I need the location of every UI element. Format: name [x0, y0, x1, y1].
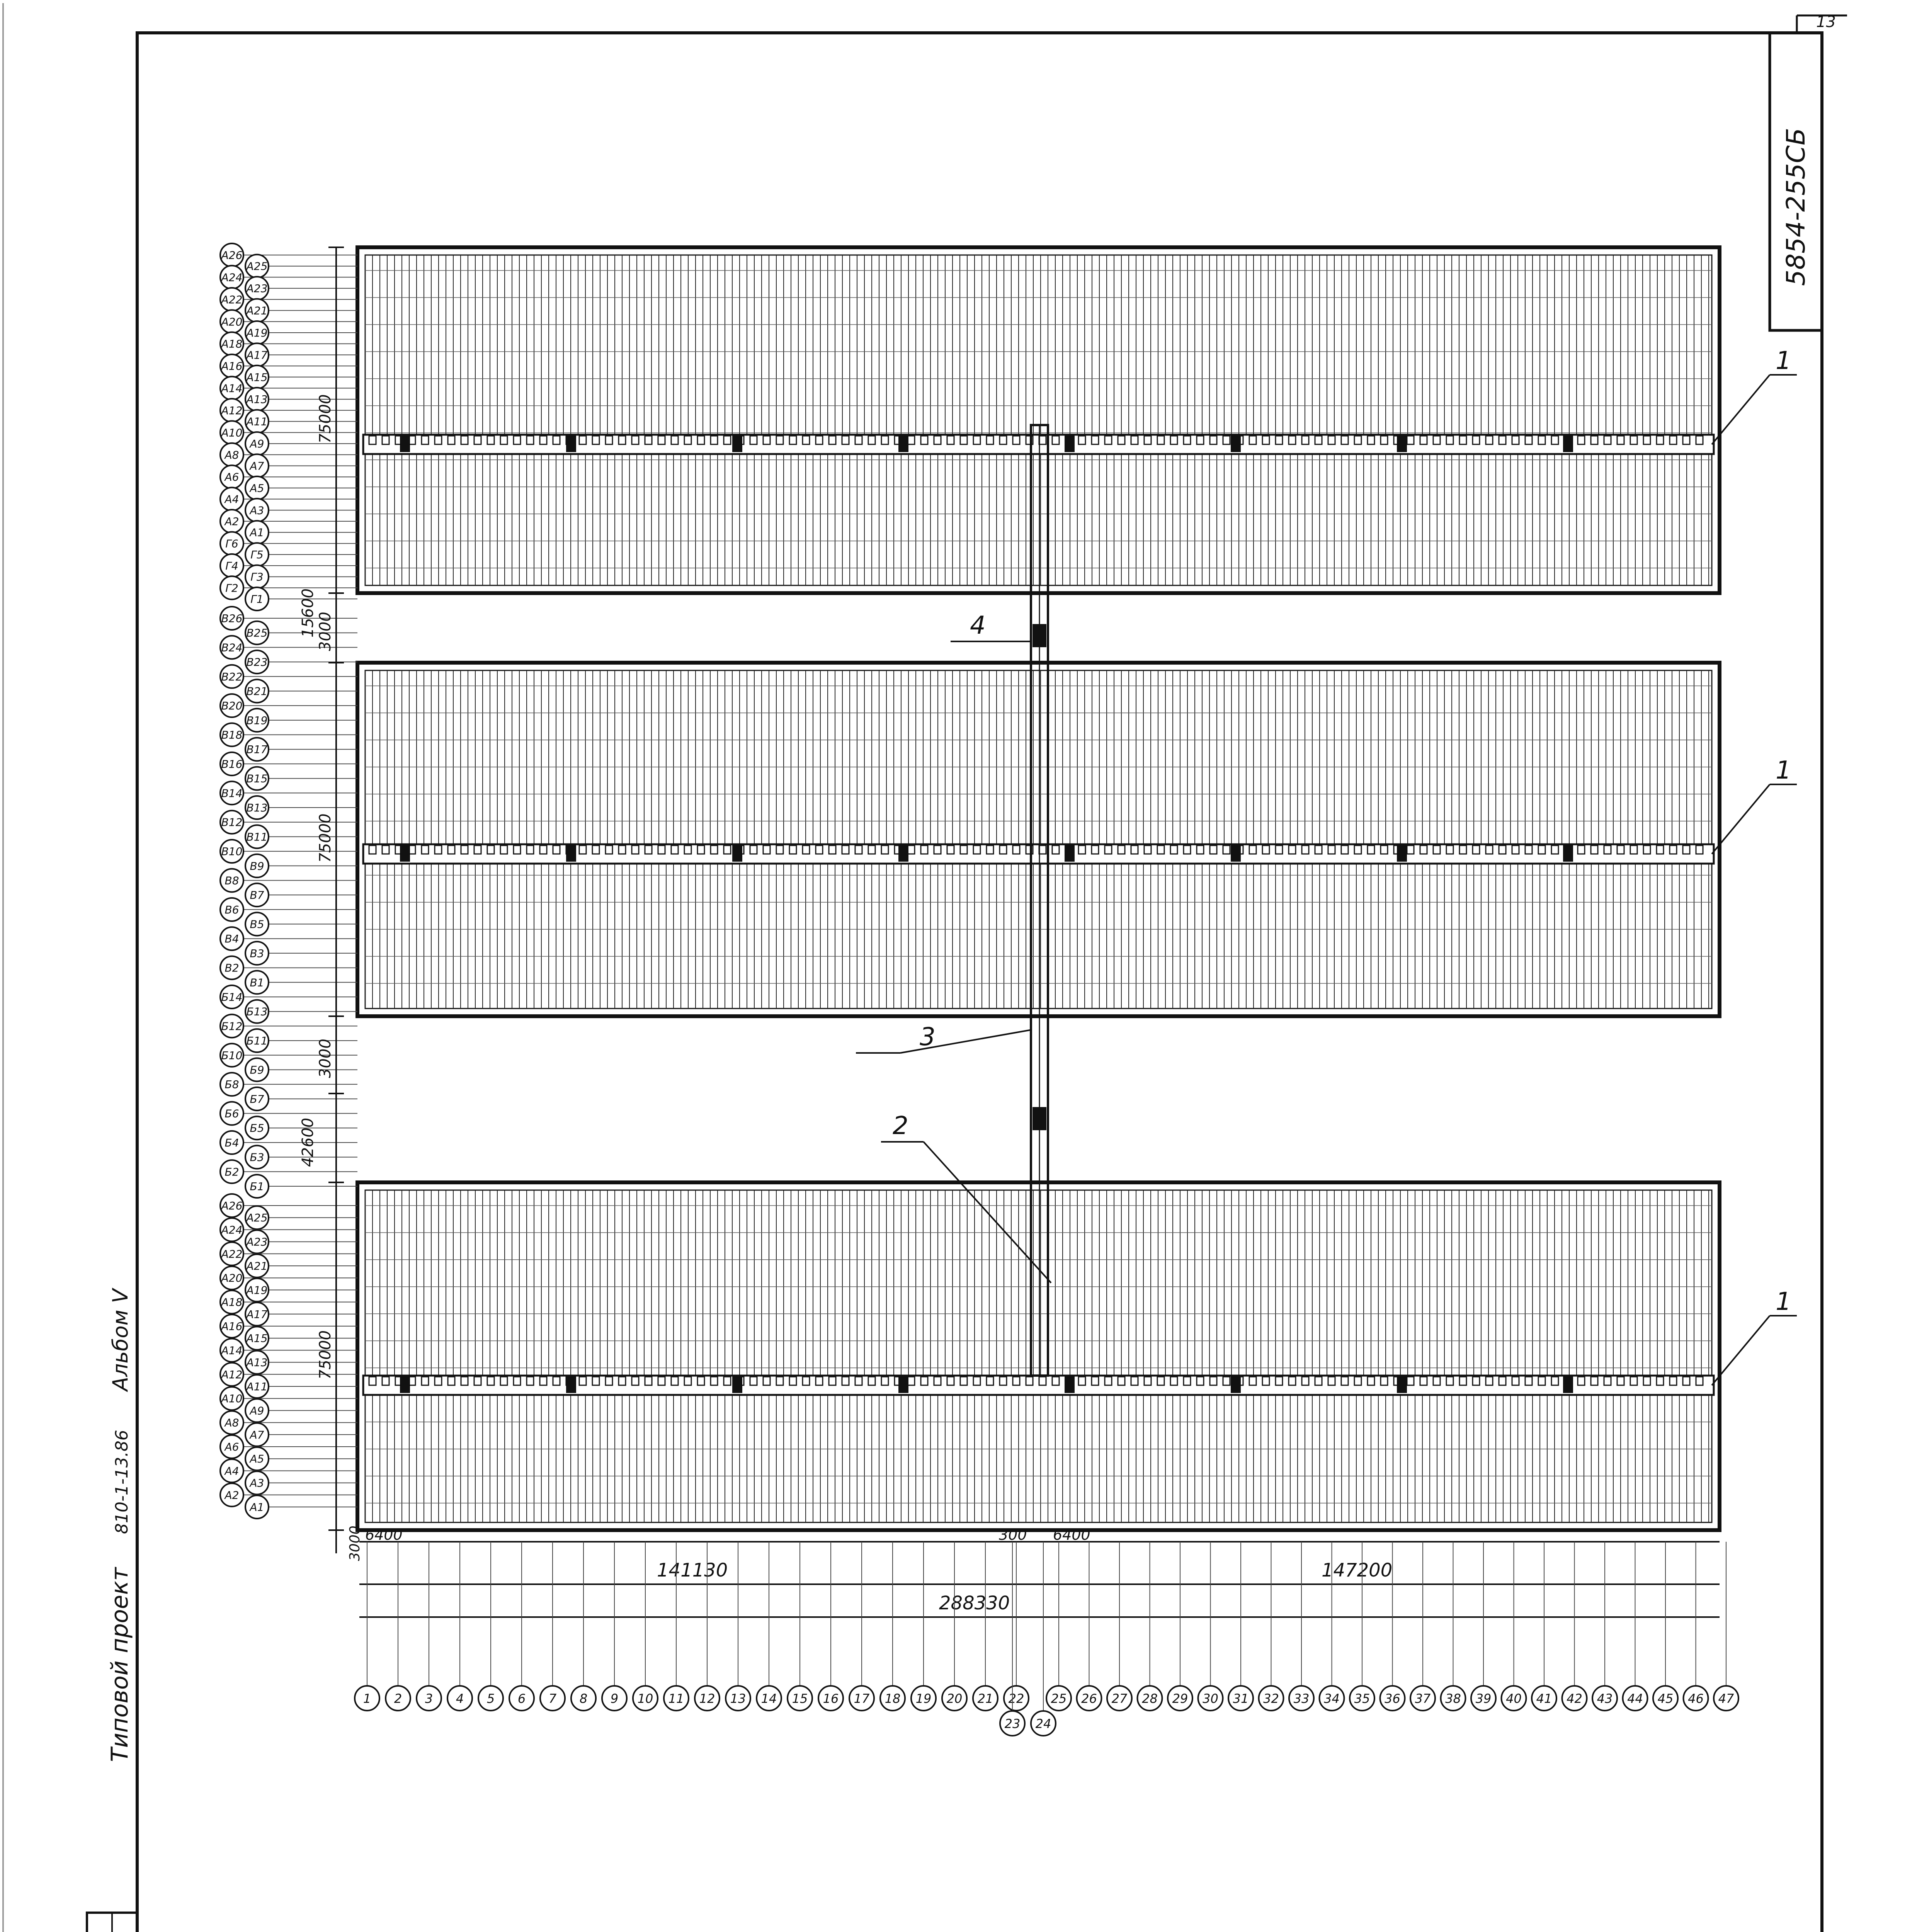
section-marker-label: А7 — [250, 1428, 264, 1441]
section-marker-label: А13 — [246, 1356, 268, 1369]
section-marker-label: Б5 — [250, 1122, 264, 1135]
section-marker-label: А8 — [225, 1416, 239, 1429]
axis-label: 45 — [1657, 1691, 1674, 1706]
section-marker-label: Б6 — [225, 1107, 239, 1120]
code-vertical: 5854-255СБ — [1781, 128, 1811, 286]
project-label: Типовой проект — [106, 1567, 133, 1762]
section-marker-label: В17 — [246, 743, 268, 756]
bay-grid — [365, 670, 1709, 1009]
series-label: 810-1-13.86 — [112, 1430, 132, 1534]
axis-label: 30 — [1203, 1691, 1218, 1706]
axis-label: 42 — [1567, 1691, 1582, 1706]
section-marker-label: А21 — [246, 1260, 268, 1272]
section-marker-label: А17 — [246, 349, 268, 362]
callout-1: 1 — [1776, 756, 1791, 785]
section-marker-label: А2 — [225, 515, 239, 528]
greenhouse-block-top — [357, 247, 1797, 593]
section-marker-label: А4 — [225, 1464, 239, 1478]
row-grid — [365, 686, 1712, 983]
section-marker-label: В26 — [221, 612, 243, 625]
axis-label: 32 — [1263, 1691, 1279, 1706]
dim-block-bottom: 75000 — [316, 1330, 334, 1379]
section-marker-label: В13 — [246, 801, 268, 814]
section-marker-label: А6 — [225, 1440, 239, 1453]
section-marker-label: А16 — [221, 1320, 243, 1333]
callout-1: 1 — [1776, 347, 1791, 375]
dim-gap-top: 15600 — [299, 588, 317, 638]
bay-grid — [365, 255, 1709, 585]
section-marker-label: А21 — [246, 304, 268, 317]
drive-motor — [566, 1376, 576, 1393]
sheet-number: 13 — [1816, 13, 1836, 31]
callout-4: 4 — [970, 611, 986, 640]
section-marker-label: В8 — [225, 874, 239, 887]
dim-gap-mid: 42600 — [299, 1117, 317, 1167]
block-outline — [357, 1182, 1720, 1530]
section-marker-label: Б14 — [221, 991, 243, 1003]
drive-motor — [1397, 845, 1407, 862]
album-label: Альбом V — [108, 1289, 133, 1391]
section-marker-label: Г6 — [225, 537, 238, 550]
section-marker-label: А23 — [246, 1235, 268, 1248]
axis-label: 15 — [792, 1691, 808, 1706]
drive-motor — [1563, 1376, 1573, 1393]
section-marker-label: В25 — [246, 626, 268, 639]
drive-motor — [1231, 845, 1241, 862]
section-marker-label: В20 — [221, 699, 243, 713]
drive-motor — [1231, 1376, 1241, 1393]
axis-label: 6 — [517, 1691, 526, 1706]
drive-motor — [400, 1376, 410, 1393]
axis-label: 28 — [1142, 1691, 1158, 1706]
section-marker-label: Б11 — [246, 1034, 268, 1048]
callout-2: 2 — [893, 1112, 908, 1140]
section-marker-label: А18 — [221, 337, 243, 350]
section-marker-label: А25 — [246, 260, 268, 273]
section-marker-label: В11 — [246, 830, 268, 844]
drive-motor — [732, 845, 742, 862]
section-marker-label: А15 — [246, 1332, 268, 1345]
dim-block-mid: 75000 — [316, 813, 334, 863]
section-marker-label: В14 — [221, 787, 243, 800]
axis-label: 8 — [579, 1691, 588, 1706]
dim-right-offset: 6400 — [1053, 1526, 1090, 1543]
section-marker-label: А9 — [250, 437, 264, 451]
axis-label: 36 — [1385, 1691, 1400, 1706]
section-marker-label: Г1 — [250, 593, 264, 605]
section-marker-label: В7 — [250, 889, 264, 902]
drive-motor — [732, 1376, 742, 1393]
section-marker-label: А1 — [250, 1501, 264, 1514]
drive-motor — [898, 435, 908, 452]
greenhouse-block-bottom — [357, 1182, 1797, 1530]
section-marker-label: А5 — [250, 1452, 264, 1466]
section-marker-label: Б2 — [225, 1165, 239, 1179]
axis-label: 14 — [761, 1691, 777, 1706]
drive-motor — [1065, 1376, 1075, 1393]
section-marker-label: Г3 — [250, 570, 264, 583]
section-marker-label: А11 — [246, 415, 268, 428]
section-marker-label: А8 — [225, 448, 239, 461]
section-marker-label: А4 — [225, 493, 239, 506]
drive-motor — [566, 435, 576, 452]
drive-motor — [1397, 435, 1407, 452]
section-marker-label: В2 — [225, 961, 239, 975]
section-marker-label: Б1 — [250, 1180, 264, 1193]
section-marker-label: Г5 — [250, 548, 264, 561]
section-marker-label: А24 — [221, 1223, 243, 1236]
section-marker-label: А1 — [250, 526, 264, 539]
section-marker-label: А3 — [250, 1476, 264, 1490]
drive-motor — [1231, 435, 1241, 452]
axis-label: 22 — [1008, 1691, 1024, 1706]
section-marker-label: А20 — [221, 1272, 243, 1285]
section-marker-label: А22 — [221, 293, 243, 306]
section-marker-label: В9 — [250, 859, 264, 872]
axis-label: 43 — [1597, 1691, 1613, 1706]
dim-gap-mid-inner: 3000 — [316, 1039, 334, 1078]
axis-label: 2 — [394, 1691, 402, 1706]
section-marker-label: В4 — [225, 932, 239, 946]
section-marker-label: А20 — [221, 315, 243, 328]
axis-label: 16 — [823, 1691, 839, 1706]
callout-1: 1 — [1776, 1287, 1791, 1316]
section-marker-label: Б7 — [250, 1092, 264, 1105]
axis-label: 11 — [668, 1691, 684, 1706]
axis-label: 41 — [1536, 1691, 1552, 1706]
section-marker-label: А9 — [250, 1404, 264, 1417]
section-marker-label: В16 — [221, 757, 243, 770]
section-marker-label: А12 — [221, 404, 243, 417]
section-marker-label: А3 — [250, 504, 264, 517]
greenhouse-block-middle — [357, 663, 1797, 1016]
section-marker-label: В1 — [250, 976, 264, 989]
axis-label: 4 — [456, 1691, 464, 1706]
axis-label: 17 — [854, 1691, 870, 1706]
section-marker-label: А5 — [250, 481, 264, 495]
side-stamp — [87, 1913, 137, 1932]
section-marker-label: Б4 — [225, 1136, 239, 1149]
drive-motor — [566, 845, 576, 862]
section-marker-label: В24 — [221, 641, 243, 654]
dim-base-left: 3000 — [347, 1526, 363, 1561]
block-inner-outline — [365, 255, 1712, 585]
section-marker-label: В22 — [221, 670, 243, 683]
section-marker-label: А26 — [221, 249, 243, 262]
drive-motor — [898, 845, 908, 862]
axis-label: 19 — [915, 1691, 932, 1706]
axis-label: 23 — [1004, 1716, 1021, 1731]
axis-label: 10 — [637, 1691, 653, 1706]
drive-motor — [1563, 435, 1573, 452]
drive-motor — [898, 1376, 908, 1393]
section-marker-label: В5 — [250, 918, 264, 931]
section-marker-label: Б13 — [246, 1005, 268, 1018]
axis-label: 29 — [1172, 1691, 1188, 1706]
dim-left-span: 141130 — [657, 1560, 728, 1581]
drive-motor — [400, 845, 410, 862]
axis-label: 24 — [1035, 1716, 1051, 1731]
axis-label: 9 — [610, 1691, 619, 1706]
section-marker-label: В21 — [246, 685, 268, 698]
section-marker-label: В10 — [221, 845, 243, 858]
axis-label: 47 — [1718, 1691, 1734, 1706]
axis-label: 18 — [885, 1691, 901, 1706]
section-marker-label: А13 — [246, 393, 268, 406]
section-marker-label: А12 — [221, 1368, 243, 1381]
section-marker-label: А22 — [221, 1247, 243, 1260]
section-marker-label: В6 — [225, 903, 239, 916]
axis-label: 31 — [1233, 1691, 1249, 1706]
section-marker-label: А16 — [221, 360, 243, 373]
axis-label: 7 — [548, 1691, 557, 1706]
axis-label: 5 — [486, 1691, 495, 1706]
section-marker-label: В12 — [221, 816, 243, 829]
axis-label: 37 — [1415, 1691, 1431, 1706]
section-marker-label: А25 — [246, 1211, 268, 1225]
callout-3: 3 — [920, 1023, 936, 1051]
section-marker-label: В23 — [246, 656, 268, 669]
dim-left-offset: 6400 — [365, 1526, 403, 1543]
section-marker-label: А6 — [225, 471, 239, 484]
section-marker-label: В19 — [246, 714, 268, 727]
section-marker-label: А14 — [221, 382, 243, 395]
section-marker-label: Б3 — [250, 1151, 264, 1164]
drive-motor — [1065, 435, 1075, 452]
axis-label: 20 — [946, 1691, 963, 1706]
section-marker-label: Б12 — [221, 1020, 243, 1033]
axis-label: 46 — [1688, 1691, 1704, 1706]
dim-gap-top-inner: 3000 — [316, 612, 334, 651]
section-marker-label: А24 — [221, 271, 243, 284]
axis-label: 27 — [1111, 1691, 1128, 1706]
bay-grid — [365, 1190, 1709, 1522]
section-marker-label: А14 — [221, 1344, 243, 1357]
section-marker-label: А26 — [221, 1199, 243, 1212]
axis-label: 35 — [1354, 1691, 1370, 1706]
greenhouse-plan — [220, 243, 1797, 1736]
dim-total-span: 288330 — [939, 1592, 1010, 1614]
section-marker-label: Б8 — [225, 1078, 239, 1091]
section-marker-label: А10 — [221, 1392, 243, 1405]
section-marker-label: А15 — [246, 371, 268, 384]
dim-block-top: 75000 — [316, 394, 334, 444]
section-marker-label: Г4 — [225, 559, 238, 572]
axis-label: 44 — [1627, 1691, 1643, 1706]
axis-label: 12 — [699, 1691, 715, 1706]
block-inner-outline — [365, 670, 1712, 1009]
drive-motor — [400, 435, 410, 452]
dim-center-gap: 300 — [999, 1526, 1027, 1543]
drive-motor — [732, 435, 742, 452]
axis-label: 39 — [1475, 1691, 1492, 1706]
section-marker-label: А18 — [221, 1296, 243, 1309]
axis-label: 26 — [1081, 1691, 1097, 1706]
row-grid — [365, 1206, 1712, 1503]
section-marker-label: Б10 — [221, 1049, 243, 1062]
axis-label: 3 — [425, 1691, 433, 1706]
axis-label: 34 — [1324, 1691, 1340, 1706]
axis-label: 33 — [1293, 1691, 1310, 1706]
axis-label: 21 — [977, 1691, 993, 1706]
section-marker-label: В3 — [250, 947, 264, 960]
block-outline — [357, 663, 1720, 1016]
drive-motor — [1065, 845, 1075, 862]
drive-motor — [1563, 845, 1573, 862]
block-inner-outline — [365, 1190, 1712, 1522]
section-marker-label: А23 — [246, 282, 268, 295]
section-marker-label: В18 — [221, 728, 243, 742]
drive-motor — [1397, 1376, 1407, 1393]
section-marker-label: А11 — [246, 1380, 268, 1393]
row-grid — [365, 270, 1712, 568]
section-marker-label: А2 — [225, 1488, 239, 1502]
section-marker-label: А7 — [250, 459, 264, 473]
section-marker-label: А19 — [246, 326, 268, 339]
section-marker-label: А10 — [221, 426, 243, 439]
dim-right-span: 147200 — [1322, 1560, 1393, 1581]
shaft-gearbox — [1032, 624, 1046, 647]
section-marker-label: А19 — [246, 1284, 268, 1297]
section-marker-label: Г2 — [225, 582, 238, 595]
axis-label: 25 — [1051, 1691, 1067, 1706]
section-marker-label: А17 — [246, 1308, 268, 1321]
axis-label: 38 — [1445, 1691, 1461, 1706]
section-marker-label: В15 — [246, 772, 268, 785]
section-marker-label: Б9 — [250, 1063, 264, 1077]
axis-label: 40 — [1506, 1691, 1522, 1706]
axis-label: 1 — [363, 1691, 371, 1706]
axis-label: 13 — [730, 1691, 746, 1706]
shaft-gearbox — [1032, 1107, 1046, 1130]
